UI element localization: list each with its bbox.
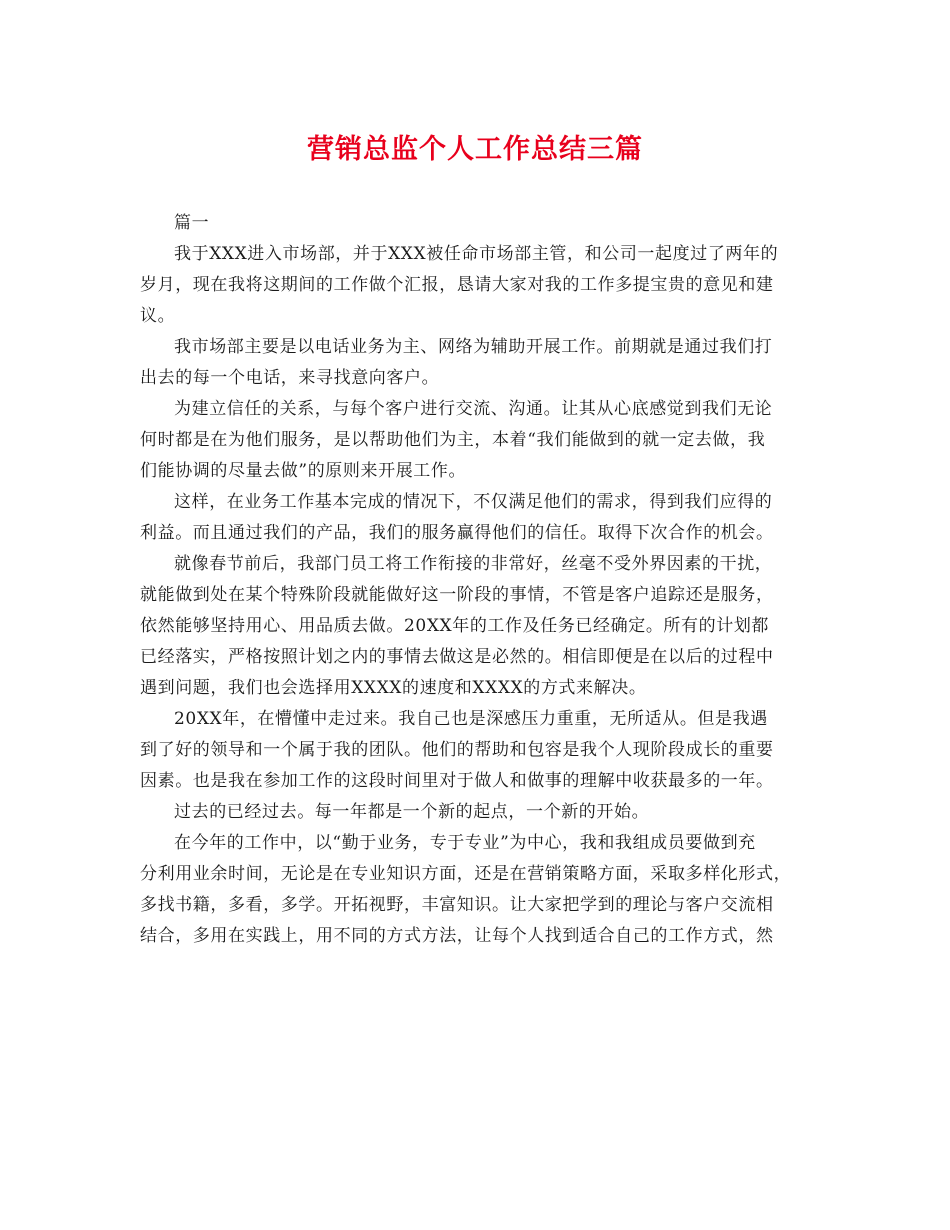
text-line: 遇到问题，我们也会选择用XXXX的速度和XXXX的方式来解决。 xyxy=(140,678,647,698)
document-title: 营销总监个人工作总结三篇 xyxy=(307,134,643,165)
document-body xyxy=(140,208,815,952)
text-line: 出去的每一个电话，来寻找意向客户。 xyxy=(140,368,440,388)
text-line: 多找书籍，多看，多学。开拓视野，丰富知识。让大家把学到的理论与客户交流相 xyxy=(140,895,774,915)
text-line: 们能协调的尽量去做”的原则来开展工作。 xyxy=(140,461,467,481)
text-line: 在今年的工作中，以“勤于业务，专于专业”为中心，我和我组成员要做到充 xyxy=(174,833,756,853)
text-line: 到了好的领导和一个属于我的团队。他们的帮助和包容是我个人现阶段成长的重要 xyxy=(140,740,774,760)
text-line: 为建立信任的关系，与每个客户进行交流、沟通。让其从心底感觉到我们无论 xyxy=(174,399,773,419)
text-line: 岁月，现在我将这期间的工作做个汇报，恳请大家对我的工作多提宝贵的意见和建 xyxy=(140,275,774,295)
text-line: 已经落实，严格按照计划之内的事情去做这是必然的。相信即便是在以后的过程中 xyxy=(140,647,774,667)
text-line: 议。 xyxy=(140,306,176,326)
text-line: 分利用业余时间，无论是在专业知识方面，还是在营销策略方面，采取多样化形式， xyxy=(140,864,792,884)
text-line: 就能做到处在某个特殊阶段就能做好这一阶段的事情，不管是客户追踪还是服务， xyxy=(140,585,774,605)
text-line: 过去的已经过去。每一年都是一个新的起点，一个新的开始。 xyxy=(174,802,650,822)
text-line: 利益。而且通过我们的产品，我们的服务赢得他们的信任。取得下次合作的机会。 xyxy=(140,523,774,543)
text-line: 就像春节前后，我部门员工将工作衔接的非常好，丝毫不受外界因素的干扰， xyxy=(174,554,773,574)
text-line: 我市场部主要是以电话业务为主、网络为辅助开展工作。前期就是通过我们打 xyxy=(174,337,773,357)
text-line: 依然能够坚持用心、用品质去做。20XX年的工作及任务已经确定。所有的计划都 xyxy=(140,616,770,636)
text-line: 20XX年，在懵懂中走过来。我自己也是深感压力重重，无所适从。但是我遇 xyxy=(174,709,768,729)
text-line: 这样，在业务工作基本完成的情况下，不仅满足他们的需求，得到我们应得的 xyxy=(174,492,773,512)
text-line: 何时都是在为他们服务，是以帮助他们为主，本着“我们能做到的就一定去做，我 xyxy=(140,430,766,450)
text-line: 结合，多用在实践上，用不同的方式方法，让每个人找到适合自己的工作方式，然 xyxy=(140,926,774,946)
text-line: 我于XXX进入市场部，并于XXX被任命市场部主管，和公司一起度过了两年的 xyxy=(174,244,779,264)
text-line: 因素。也是我在参加工作的这段时间里对于做人和做事的理解中收获最多的一年。 xyxy=(140,771,774,791)
text-line: 篇一 xyxy=(174,213,210,233)
